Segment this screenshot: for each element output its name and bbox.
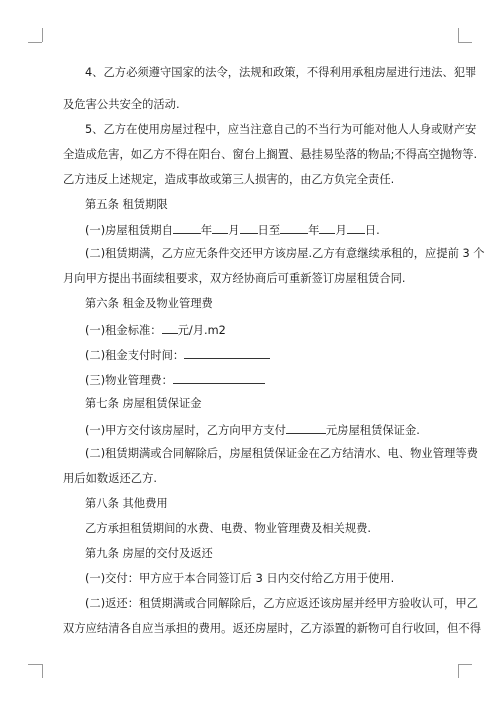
rent-payment-time-blank[interactable]	[184, 347, 270, 359]
return-line-2: 双方应结清各自应当承担的费用。返还房屋时，乙方添置的新物可自行收回，但不得	[63, 622, 481, 635]
rent-amount-blank[interactable]	[162, 322, 178, 334]
rent-unit: 元/月.m2	[177, 324, 226, 337]
handover-line: (一)交付：甲方应于本合同签订后 3 日内交付给乙方用于使用.	[85, 572, 395, 585]
article-5-heading: 第五条 租赁期限	[85, 198, 168, 211]
other-fees-text: 乙方承担租赁期间的水费、电费、物业管理费及相关规费.	[85, 522, 372, 535]
property-fee-blank[interactable]	[173, 372, 265, 384]
article-8-heading: 第八条 其他费用	[85, 497, 168, 510]
month-label-2: 月	[335, 224, 347, 237]
end-year-blank[interactable]	[280, 222, 308, 234]
deposit-prefix: (一)甲方交付该房屋时，乙方向甲方支付	[85, 424, 286, 437]
deposit-return-line-2: 用后如数返还乙方.	[63, 472, 157, 485]
article-9-heading: 第九条 房屋的交付及返还	[85, 547, 213, 560]
start-month-blank[interactable]	[212, 222, 228, 234]
rent-standard-label: (一)租金标准：	[85, 324, 162, 337]
clause-5-line-3: 乙方违反上述规定，造成事故或第三人损害的，由乙方负完全责任.	[63, 173, 395, 186]
property-fee-label: (三)物业管理费：	[85, 374, 173, 387]
rent-payment-time-line	[85, 347, 270, 363]
clause-5-line-2: 全造成危害，如乙方不得在阳台、窗台上搁置、悬挂易坠落的物品;不得高空抛物等.	[63, 148, 478, 161]
year-label: 年	[200, 224, 213, 237]
article-6-heading: 第六条 租金及物业管理费	[85, 297, 213, 310]
clause-5-line-1: 5、乙方在使用房屋过程中，应当注意自己的不当行为可能对他人人身或财产安	[85, 123, 477, 136]
clause-4-line-2: 及危害公共安全的活动.	[63, 98, 180, 111]
end-day-blank[interactable]	[347, 222, 365, 234]
rent-payment-time-label: (二)租金支付时间：	[85, 349, 185, 362]
day-label-2: 日.	[364, 224, 380, 237]
article-7-heading: 第七条 房屋租赁保证金	[85, 397, 202, 410]
deposit-suffix: 元房屋租赁保证金.	[325, 424, 420, 437]
lease-expiry-line-1: (二)租赁期满，乙方应无条件交还甲方该房屋.乙方有意继续承租的，应提前 3 个	[85, 247, 485, 260]
lease-term-prefix: (一)房屋租赁期自	[85, 224, 173, 237]
month-label: 月	[228, 224, 240, 237]
clause-4-line-1: 4、乙方必须遵守国家的法令，法规和政策，不得利用承租房屋进行违法、犯罪	[85, 66, 477, 79]
rent-standard-line	[85, 322, 226, 338]
start-day-blank[interactable]	[240, 222, 258, 234]
year-label-2: 年	[308, 224, 320, 237]
day-to-label: 日至	[257, 224, 281, 237]
lease-term-line	[85, 222, 380, 238]
deposit-line	[85, 422, 420, 438]
start-year-blank[interactable]	[173, 222, 201, 234]
return-line-1: (二)返还：租赁期满或合同解除后，乙方应返还该房屋并经甲方验收认可，甲乙	[85, 597, 478, 610]
end-month-blank[interactable]	[319, 222, 335, 234]
deposit-amount-blank[interactable]	[286, 422, 326, 434]
deposit-return-line-1: (二)租赁期满或合同解除后，房屋租赁保证金在乙方结清水、电、物业管理等费	[85, 447, 478, 460]
lease-expiry-line-2: 月向甲方提出书面续租要求，双方经协商后可重新签订房屋租赁合同.	[63, 272, 406, 285]
property-fee-line	[85, 372, 265, 388]
